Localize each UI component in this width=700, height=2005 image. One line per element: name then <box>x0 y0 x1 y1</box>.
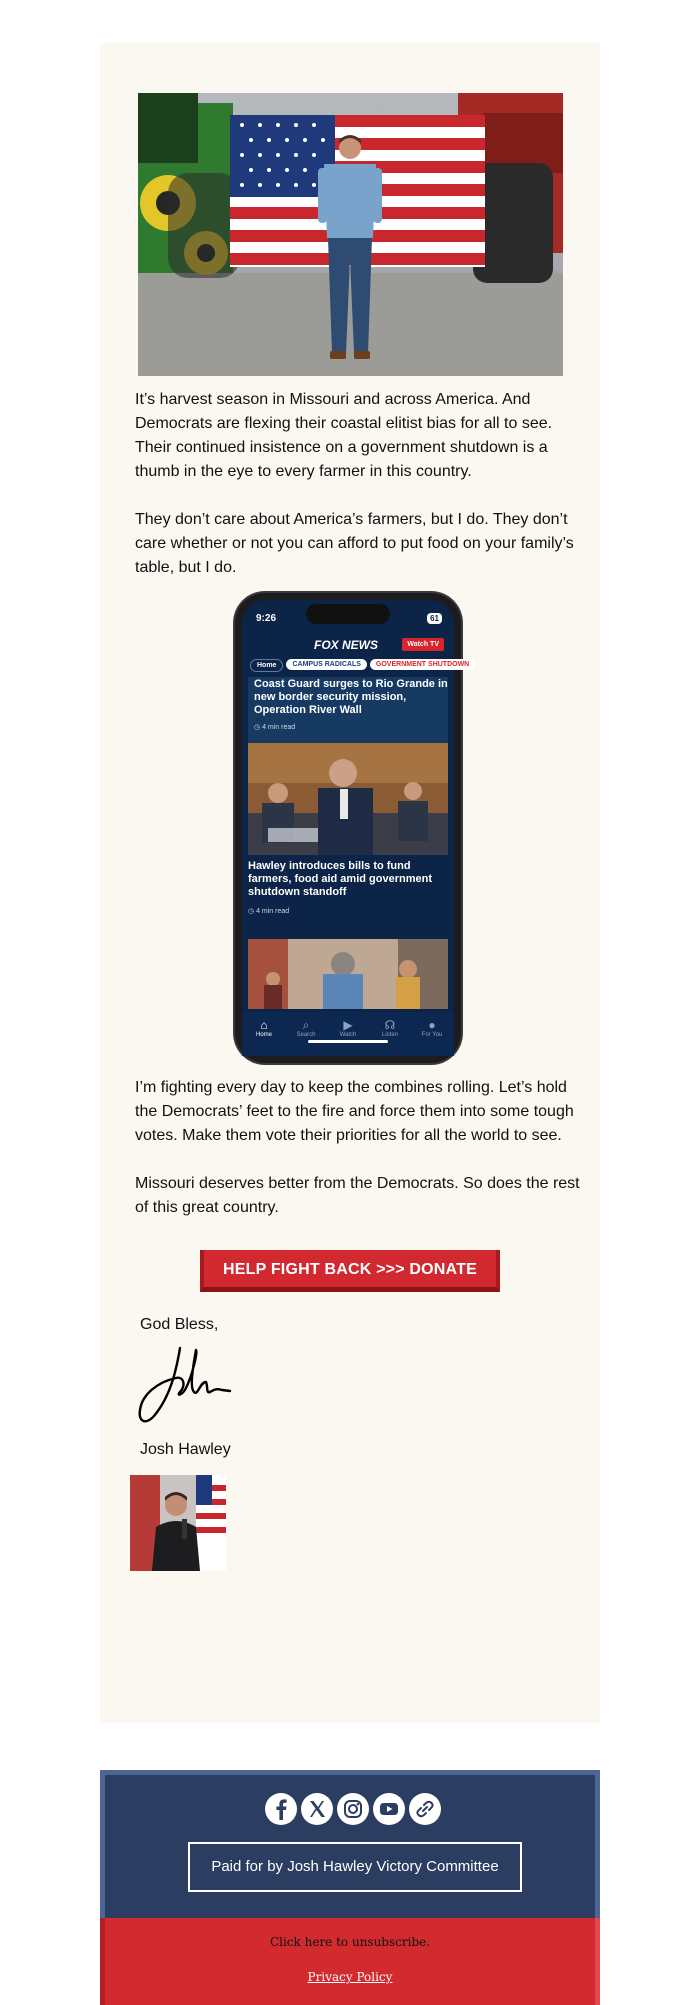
hero-image <box>138 93 563 376</box>
unsubscribe-link[interactable]: Click here to unsubscribe. <box>269 1935 431 1949</box>
phone-screen <box>242 600 470 1056</box>
facebook-icon[interactable] <box>265 1793 297 1825</box>
body-paragraph-4: Missouri deserves better from the Democrats. So does the rest of this great country. <box>135 1175 580 1216</box>
phone-screenshot <box>235 593 470 1063</box>
status-time: 9:26 <box>256 613 277 624</box>
home-indicator <box>308 1040 388 1043</box>
story-headline-1: Coast Guard surges to Rio Grande in new border security mission, Operation River Wall <box>254 678 448 716</box>
closing-text: God Bless, <box>140 1316 219 1333</box>
watch-tv-button[interactable]: Watch TV <box>402 638 444 651</box>
app-tab-listen[interactable]: ☊ Listen <box>370 1018 410 1038</box>
tab-home[interactable]: Home <box>250 659 283 672</box>
app-tab-watch[interactable]: ▶ Watch <box>328 1018 368 1038</box>
app-tab-search[interactable]: ⌕ Search <box>286 1018 326 1038</box>
footer-top <box>100 1770 600 1918</box>
body-paragraph-2: They don’t care about America’s farmers, but I do. They don’t care whether or not you can afford to put food on your family’s table, but I do. <box>135 511 574 576</box>
story-headline-2[interactable]: Hawley introduces bills to fund farmers, food aid amid government shutdown standoff <box>248 860 432 898</box>
play-icon: ▶ <box>343 1018 353 1032</box>
x-icon[interactable] <box>301 1793 333 1825</box>
clock-icon: ◷ <box>254 724 261 731</box>
fox-news-logo: FOX NEWS <box>314 638 379 652</box>
tab-campus-radicals[interactable]: CAMPUS RADICALS <box>286 659 366 670</box>
story-read-time-2: ◷ 4 min read <box>248 908 290 915</box>
section-tabs <box>250 659 470 675</box>
app-tab-bar <box>242 1012 454 1056</box>
story-image-3[interactable] <box>248 939 448 1009</box>
person-icon: ● <box>428 1018 436 1032</box>
search-icon: ⌕ <box>302 1018 310 1032</box>
signature-image <box>136 1342 232 1426</box>
body-paragraph-3: I’m fighting every day to keep the combines rolling. Let’s hold the Democrats’ feet to the fire and force them into some tough votes. Make them vote their priorities for all the world to see. <box>135 1079 574 1144</box>
privacy-policy-link[interactable]: Privacy Policy <box>307 1970 393 1984</box>
footer-bottom <box>100 1918 600 2005</box>
story-image-2[interactable] <box>248 743 448 855</box>
app-tab-home[interactable]: ⌂ Home <box>244 1018 284 1038</box>
status-bar <box>256 613 442 627</box>
paid-for-notice: Paid for by Josh Hawley Victory Committee <box>188 1842 522 1892</box>
social-links <box>265 1793 445 1827</box>
donate-button[interactable]: HELP FIGHT BACK >>> DONATE <box>200 1250 500 1292</box>
clock-icon: ◷ <box>248 908 255 915</box>
headphones-icon: ☊ <box>384 1018 396 1032</box>
home-icon: ⌂ <box>260 1018 268 1032</box>
body-paragraph-1: It’s harvest season in Missouri and across America. And Democrats are flexing their coastal elitist bias for all to see. Their continued insistence on a government shutdown is a thumb in the eye to every farmer in this country. <box>135 391 553 480</box>
email-card <box>100 43 600 1723</box>
battery-icon: 61 <box>427 613 442 624</box>
tab-government-shutdown[interactable]: GOVERNMENT SHUTDOWN <box>370 659 475 670</box>
instagram-icon[interactable] <box>337 1793 369 1825</box>
signer-name: Josh Hawley <box>140 1441 231 1458</box>
avatar <box>130 1475 226 1571</box>
story-read-time-1: ◷ 4 min read <box>254 724 296 731</box>
app-tab-for-you[interactable]: ● For You <box>412 1018 452 1038</box>
youtube-icon[interactable] <box>373 1793 405 1825</box>
link-icon[interactable] <box>409 1793 441 1825</box>
